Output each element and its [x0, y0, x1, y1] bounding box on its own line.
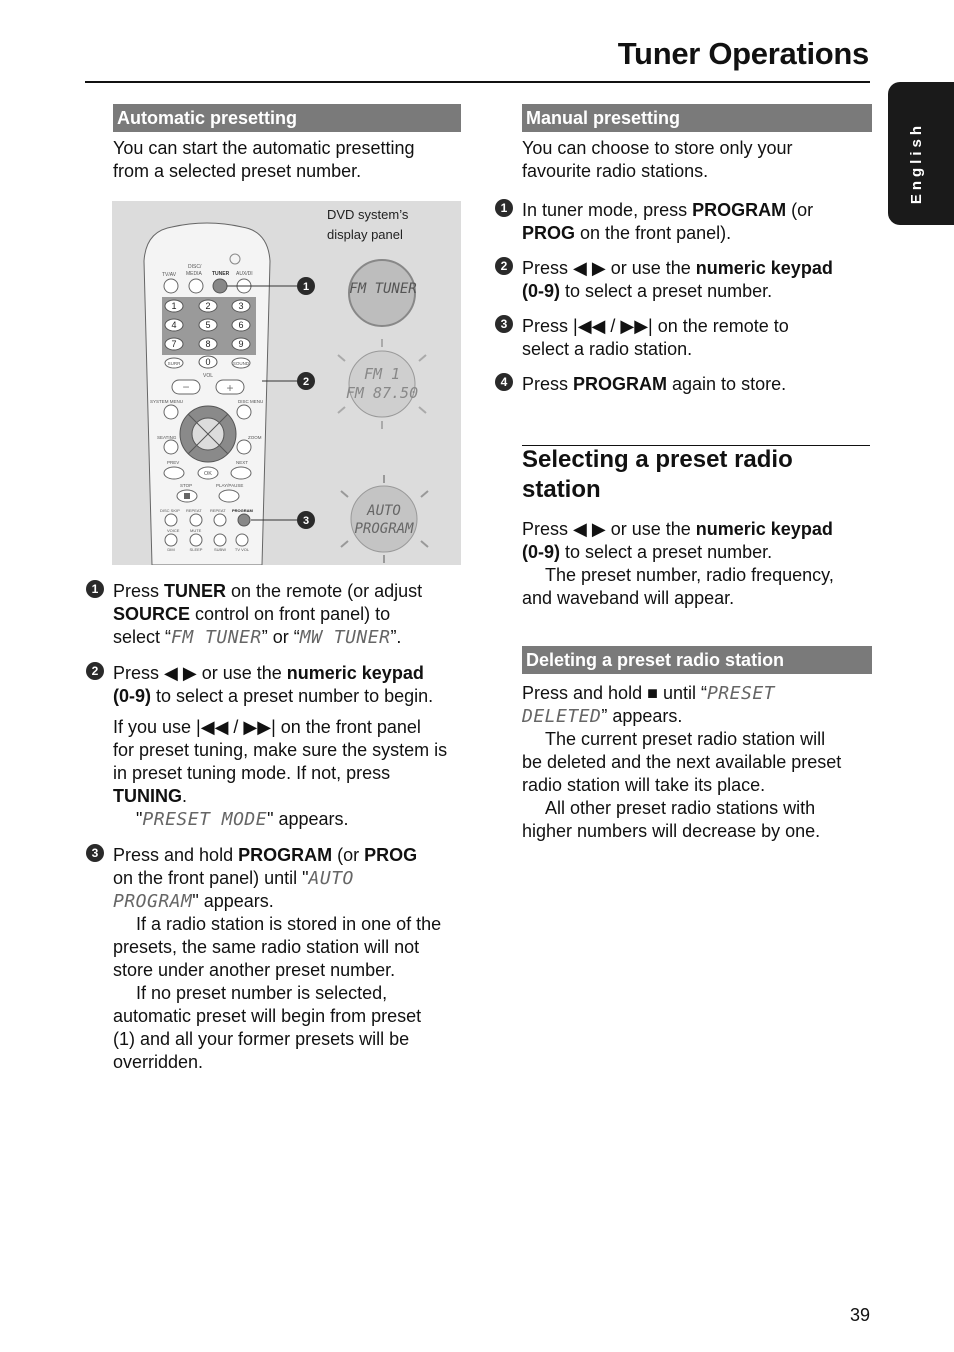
- voice-label: VOICE: [167, 528, 180, 533]
- deleting-preset-body: [522, 682, 872, 843]
- display-panel-2-text-b: FM 87.50: [345, 384, 419, 402]
- step-line: presets, the same radio station will not: [113, 937, 420, 957]
- deleting-preset-heading: Deleting a preset radio station: [522, 646, 872, 674]
- spacer: [113, 708, 463, 716]
- step-line: [522, 541, 872, 564]
- keypad-keyword: numeric keypad: [695, 519, 833, 539]
- text: Press ◀ ▶ or use the: [522, 519, 696, 539]
- dim-label: DIM: [167, 547, 175, 552]
- system-menu-label: SYSTEM MENU: [150, 399, 184, 404]
- step-line: [522, 280, 872, 303]
- remote-label-tvav: TV/AV: [162, 272, 177, 278]
- manual-intro-line: You can choose to store only your: [522, 138, 793, 158]
- manual-step-4: [522, 373, 872, 396]
- text: " appears.: [192, 891, 274, 911]
- language-tab-label: English: [908, 122, 925, 205]
- selecting-preset-body: [522, 518, 872, 610]
- text: to select a preset number to begin.: [151, 686, 434, 706]
- key-0-label: 0: [205, 357, 211, 367]
- auto-intro-line: from a selected preset number.: [113, 161, 362, 181]
- step-number: 2: [495, 257, 513, 275]
- vol-label: VOL: [202, 373, 214, 379]
- program-keyword: PROGRAM: [692, 200, 787, 220]
- lcd-text: AUTO: [308, 868, 354, 889]
- tuner-button[interactable]: [213, 279, 227, 293]
- keypad-keyword: numeric keypad: [695, 258, 833, 278]
- step-line: [522, 682, 872, 705]
- step-2-badge: [86, 662, 104, 680]
- manual-intro-line: favourite radio stations.: [522, 161, 709, 181]
- keypad-range: (0-9): [113, 686, 152, 706]
- callout-number-2-label: 2: [302, 376, 310, 388]
- key-3-label: 3: [238, 301, 244, 311]
- step-line: higher numbers will decrease by one.: [522, 821, 821, 841]
- zoom-label: ZOOM: [248, 435, 262, 440]
- key-4-label: 4: [171, 320, 177, 330]
- disc-media-button[interactable]: [189, 279, 203, 293]
- mute-label: MUTE: [190, 528, 202, 533]
- text: on the front panel) until ": [113, 868, 309, 888]
- minus-icon: −: [182, 380, 190, 394]
- lcd-text: PRESET: [706, 683, 775, 704]
- subw-label: SUBW: [214, 547, 226, 552]
- figure-caption-line: DVD system’s: [327, 207, 409, 222]
- stop-icon: [184, 493, 190, 499]
- manual-step-3: [522, 315, 872, 361]
- text: Press: [113, 581, 165, 601]
- manual-step-3-badge: [495, 315, 513, 333]
- step-line: [522, 373, 872, 396]
- step-line: The preset number, radio frequency,: [545, 565, 834, 585]
- manual-step-2: [522, 257, 872, 303]
- lcd-text: MW TUNER: [299, 627, 391, 648]
- step-number: 3: [495, 315, 513, 333]
- step-line: The current preset radio station will: [545, 729, 826, 749]
- text: on the front panel).: [575, 223, 732, 243]
- repeat-ab-label: REPEAT: [210, 508, 226, 513]
- step-line: for preset tuning, make sure the system is: [113, 740, 448, 760]
- program-button[interactable]: [238, 514, 250, 526]
- key-7-label: 7: [171, 339, 177, 349]
- remote-label-media: MEDIA: [186, 271, 202, 277]
- sound-label: SOUND: [232, 361, 250, 366]
- lcd-text: PROGRAM: [113, 891, 193, 912]
- step-line: [113, 626, 463, 649]
- display-panel-2-text-a: FM 1: [363, 365, 401, 383]
- step-line: [522, 199, 872, 222]
- page-title: Tuner Operations: [617, 36, 869, 71]
- disc-menu-label: DISC MENU: [238, 399, 264, 404]
- repeat-button[interactable]: [190, 514, 202, 526]
- surr-label: SURR: [167, 361, 181, 366]
- disc-menu-button[interactable]: [237, 405, 251, 419]
- source-keyword: SOURCE: [113, 604, 191, 624]
- lcd-text: DELETED: [522, 706, 602, 727]
- repeat-label: REPEAT: [186, 508, 202, 513]
- auto-step-2: [113, 662, 463, 831]
- step-number: 2: [86, 662, 104, 680]
- display-panel-3: [351, 486, 417, 552]
- auto-intro-line: You can start the automatic presetting: [113, 138, 415, 158]
- seating-button[interactable]: [164, 440, 178, 454]
- step-line: in preset tuning mode. If not, press: [113, 763, 391, 783]
- step-line: [113, 662, 463, 685]
- step-line: [113, 808, 463, 831]
- text: ”.: [390, 627, 402, 647]
- manual-intro: [522, 137, 872, 183]
- stop-label: STOP: [180, 483, 193, 488]
- step-line: Press |◀◀ / ▶▶| on the remote to: [522, 316, 789, 336]
- plus-icon: +: [226, 381, 234, 395]
- text: to select a preset number.: [560, 281, 773, 301]
- step-line: [522, 518, 872, 541]
- key-5-label: 5: [205, 320, 211, 330]
- zoom-button[interactable]: [237, 440, 251, 454]
- step-line: If a radio station is stored in one of the: [136, 914, 442, 934]
- repeat-ab-button[interactable]: [214, 514, 226, 526]
- key-8-label: 8: [205, 339, 211, 349]
- remote-figure: [112, 201, 461, 565]
- keypad-range: (0-9): [522, 542, 561, 562]
- mute-button[interactable]: [190, 534, 202, 546]
- step-number: 3: [86, 844, 104, 862]
- program-keyword: PROGRAM: [238, 845, 333, 865]
- remote-label-aux: AUX/DI: [236, 271, 253, 277]
- play-pause-button[interactable]: [219, 490, 239, 502]
- step-line: [522, 257, 872, 280]
- keypad-keyword: numeric keypad: [286, 663, 424, 683]
- step-line: automatic preset will begin from preset: [113, 1006, 422, 1026]
- callout-number-1-label: 1: [302, 281, 310, 293]
- tv-vol-button[interactable]: [236, 534, 248, 546]
- text: ” or “: [261, 627, 300, 647]
- step-line: If no preset number is selected,: [136, 983, 388, 1003]
- step-line: store under another preset number.: [113, 960, 396, 980]
- manual-step-2-badge: [495, 257, 513, 275]
- tuning-keyword: TUNING: [113, 786, 182, 806]
- step-line: [522, 222, 872, 245]
- tvav-button[interactable]: [164, 279, 178, 293]
- manual-step-1-badge: [495, 199, 513, 217]
- manual-step-1: [522, 199, 872, 245]
- subw-button[interactable]: [214, 534, 226, 546]
- program-keyword: PROGRAM: [573, 374, 668, 394]
- page-number: 39: [850, 1305, 871, 1325]
- step-line: If you use |◀◀ / ▶▶| on the front panel: [113, 717, 421, 737]
- figure-caption-line: display panel: [327, 227, 403, 242]
- tuner-keyword: TUNER: [164, 581, 227, 601]
- text: select “: [113, 627, 172, 647]
- disc-skip-label: DISC SKIP: [160, 508, 180, 513]
- display-panel-3-text-b: PROGRAM: [354, 521, 414, 537]
- step-line: [113, 603, 463, 626]
- disc-skip-button[interactable]: [165, 514, 177, 526]
- step-line: and waveband will appear.: [522, 588, 735, 608]
- callout-number-3-label: 3: [302, 515, 310, 527]
- voice-button[interactable]: [165, 534, 177, 546]
- step-line: select a radio station.: [522, 339, 693, 359]
- step-line: radio station will take its place.: [522, 775, 766, 795]
- keypad-range: (0-9): [522, 281, 561, 301]
- automatic-presetting-heading: Automatic presetting: [113, 104, 461, 132]
- step-1-badge: [86, 580, 104, 598]
- selecting-preset-heading: [522, 445, 862, 505]
- text: ": [136, 809, 143, 829]
- step-line: [113, 890, 465, 913]
- next-button[interactable]: [231, 467, 251, 479]
- seating-label: SEATING: [157, 435, 177, 440]
- step-number: 1: [495, 199, 513, 217]
- heading-line: Selecting a preset radio: [522, 446, 793, 473]
- step-line: [113, 580, 463, 603]
- step-line: [113, 867, 465, 890]
- prog-keyword: PROG: [364, 845, 418, 865]
- step-number: 1: [86, 580, 104, 598]
- step-3-badge: [86, 844, 104, 862]
- text: In tuner mode, press: [522, 200, 693, 220]
- step-line: [113, 844, 465, 867]
- title-rule: [85, 81, 870, 83]
- key-2-label: 2: [205, 301, 211, 311]
- step-line: be deleted and the next available preset: [522, 752, 842, 772]
- text: on the remote (or adjust: [226, 581, 423, 601]
- step-line: [113, 785, 463, 808]
- manual-step-4-badge: [495, 373, 513, 391]
- text: .: [182, 786, 188, 806]
- text: Press ◀ ▶ or use the: [522, 258, 696, 278]
- auto-step-3: [113, 844, 465, 1074]
- heading-line: station: [522, 476, 601, 503]
- prev-label: PREV: [167, 460, 180, 465]
- tv-vol-label: TV VOL: [234, 547, 250, 552]
- text: (or: [786, 200, 814, 220]
- remote-label-disc: DISC/: [188, 264, 202, 270]
- step-number: 4: [495, 373, 513, 391]
- ok-label: OK: [204, 471, 212, 477]
- step-line: All other preset radio stations with: [545, 798, 816, 818]
- prog-keyword: PROG: [522, 223, 576, 243]
- remote-label-tuner: TUNER: [212, 271, 230, 277]
- step-line: [113, 685, 463, 708]
- lcd-text: FM TUNER: [171, 627, 262, 648]
- text: control on front panel) to: [190, 604, 391, 624]
- text: to select a preset number.: [560, 542, 773, 562]
- key-1-label: 1: [171, 301, 177, 311]
- sleep-label: SLEEP: [189, 547, 203, 552]
- text: (or: [332, 845, 365, 865]
- text: Press and hold ■ until “: [522, 683, 707, 703]
- step-line: overridden.: [113, 1052, 204, 1072]
- play-pause-label: PLAY/PAUSE: [216, 483, 244, 488]
- language-tab: [888, 82, 954, 225]
- program-label: PROGRAM: [232, 508, 253, 513]
- text: ” appears.: [601, 706, 683, 726]
- prev-button[interactable]: [164, 467, 184, 479]
- text: Press and hold: [113, 845, 239, 865]
- auto-step-1: [113, 580, 463, 649]
- text: " appears.: [267, 809, 349, 829]
- display-panel-1-text: FM TUNER: [349, 281, 417, 297]
- text: Press: [522, 374, 574, 394]
- manual-presetting-heading: Manual presetting: [522, 104, 872, 132]
- key-6-label: 6: [238, 320, 244, 330]
- next-label: NEXT: [236, 460, 249, 465]
- key-9-label: 9: [238, 339, 244, 349]
- lcd-text: PRESET MODE: [142, 809, 268, 830]
- remote-figure-svg: [112, 201, 461, 565]
- step-line: [522, 705, 872, 728]
- auto-intro: [113, 137, 463, 183]
- text: again to store.: [667, 374, 787, 394]
- display-panel-3-text-a: AUTO: [367, 503, 401, 519]
- text: Press ◀ ▶ or use the: [113, 663, 287, 683]
- step-line: (1) and all your former presets will be: [113, 1029, 410, 1049]
- system-menu-button[interactable]: [164, 405, 178, 419]
